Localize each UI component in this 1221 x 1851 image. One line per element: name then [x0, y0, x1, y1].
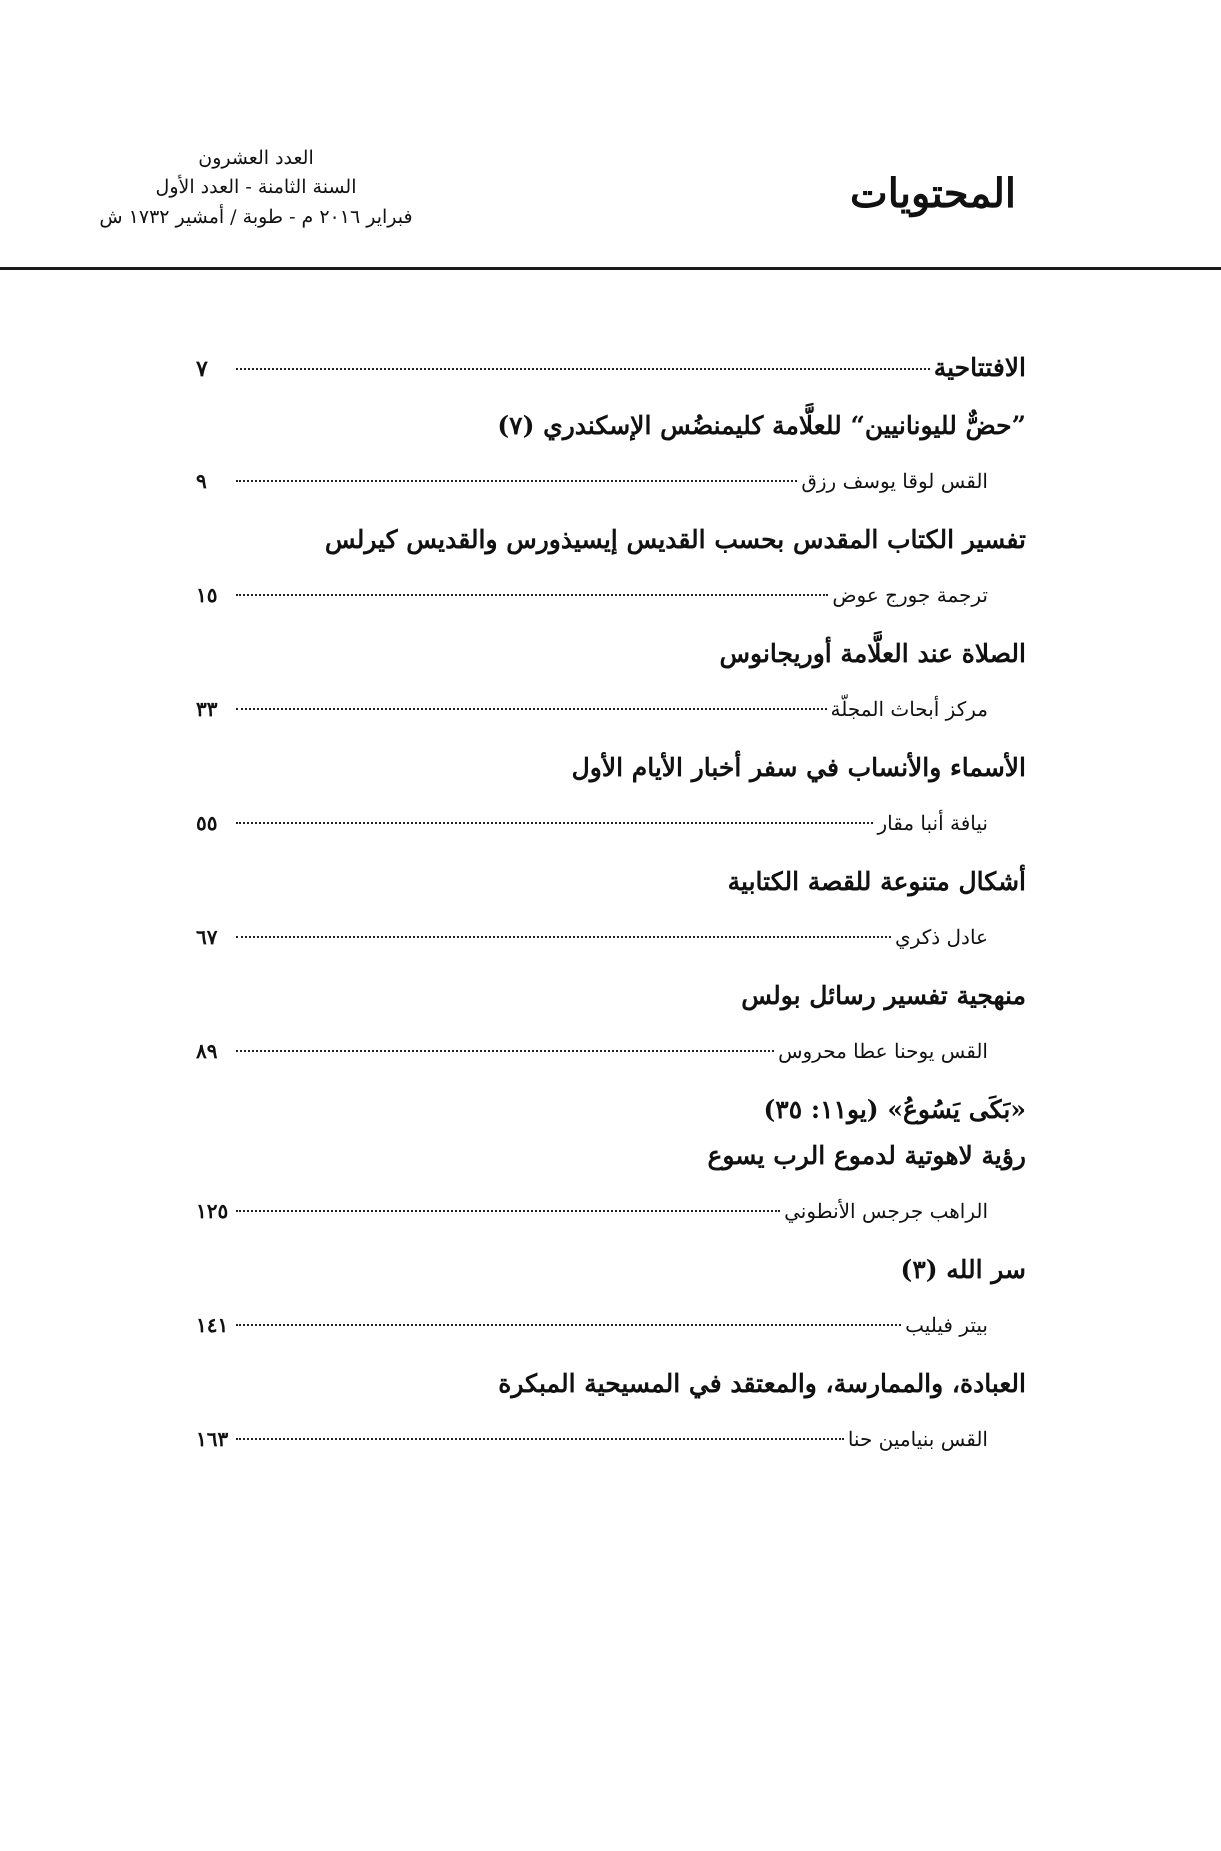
table-of-contents: [196, 352, 1026, 1479]
toc-page-number: ٦٧: [196, 925, 218, 949]
dot-leader: [236, 708, 827, 710]
contents-heading: المحتويات: [850, 170, 1016, 217]
dot-leader: [236, 1050, 774, 1052]
toc-entry-title: «بَكَى يَسُوعُ» (يو١١: ٣٥): [763, 1095, 1026, 1124]
toc-entry-author: القس يوحنا عطا محروس: [778, 1039, 988, 1063]
toc-entry-author: القس لوقا يوسف رزق: [801, 469, 988, 493]
toc-entry-author-row[interactable]: [196, 465, 1026, 497]
toc-entry-author: الراهب جرجس الأنطوني: [784, 1199, 988, 1223]
toc-entry-author: ترجمة جورج عوض: [832, 583, 988, 607]
toc-entry-title: العبادة، والممارسة، والمعتقد في المسيحية المبكرة: [498, 1369, 1026, 1398]
toc-entry-title: الأسماء والأنساب في سفر أخبار الأيام الأول: [571, 753, 1026, 782]
toc-entry-title: تفسير الكتاب المقدس بحسب القديس إيسيذورس والقديس كيرلس: [324, 525, 1026, 554]
toc-entry-opening[interactable]: [196, 352, 1026, 385]
toc-entry-author-row[interactable]: [196, 807, 1026, 839]
toc-entry-author: نيافة أنبا مقار: [877, 811, 988, 835]
toc-entry-author-row[interactable]: [196, 693, 1026, 725]
toc-entry-author-row[interactable]: [196, 1195, 1026, 1227]
toc-page-number: ٨٩: [196, 1039, 218, 1063]
toc-entry-title: أشكال متنوعة للقصة الكتابية: [727, 867, 1026, 896]
dot-leader: [236, 1210, 780, 1212]
toc-entry-title: ”حضٌّ لليونانيين“ للعلَّامة كليمنضُس الإسكندري (٧): [497, 411, 1026, 440]
toc-entry-title: الافتتاحية: [933, 353, 1026, 382]
toc-entry-author: عادل ذكري: [895, 925, 988, 949]
dot-leader: [236, 1438, 844, 1440]
toc-page-number: ١٤١: [196, 1313, 229, 1337]
toc-entry-author: القس بنيامين حنا: [847, 1427, 988, 1451]
issue-number: العدد العشرون: [198, 147, 314, 169]
toc-page-number: ١٢٥: [196, 1199, 229, 1223]
dot-leader: [236, 480, 797, 482]
issue-year: السنة الثامنة - العدد الأول: [155, 176, 357, 199]
toc-entry-author-row[interactable]: [196, 579, 1026, 611]
toc-page-number: ١٥: [196, 583, 218, 607]
toc-entry-title: منهجية تفسير رسائل بولس: [741, 981, 1026, 1010]
toc-page-number: ٣٣: [196, 697, 218, 721]
dot-leader: [236, 936, 891, 938]
toc-entry-author-row[interactable]: [196, 921, 1026, 953]
toc-entry-author-row[interactable]: [196, 1035, 1026, 1067]
dot-leader: [236, 368, 930, 370]
toc-page-number: ٧: [196, 356, 208, 382]
toc-entry-author: مركز أبحاث المجلّة: [830, 697, 988, 721]
toc-entry-author-row[interactable]: [196, 1423, 1026, 1455]
toc-page-number: ١٦٣: [196, 1427, 229, 1451]
header-divider: [0, 267, 1221, 270]
dot-leader: [236, 594, 828, 596]
toc-entry-title: سر الله (٣): [900, 1255, 1026, 1284]
dot-leader: [236, 1324, 901, 1326]
toc-page-number: ٥٥: [196, 811, 218, 835]
toc-entry-subtitle: رؤية لاهوتية لدموع الرب يسوع: [707, 1141, 1026, 1170]
issue-date: فبراير ٢٠١٦ م - طوبة / أمشير ١٧٣٢ ش: [99, 205, 413, 228]
dot-leader: [236, 822, 873, 824]
toc-page-number: ٩: [196, 469, 207, 493]
toc-entry-author-row[interactable]: [196, 1309, 1026, 1341]
issue-info: [46, 144, 466, 232]
toc-entry-title: الصلاة عند العلَّامة أوريجانوس: [719, 639, 1026, 668]
toc-entry-author: بيتر فيليب: [905, 1313, 988, 1337]
